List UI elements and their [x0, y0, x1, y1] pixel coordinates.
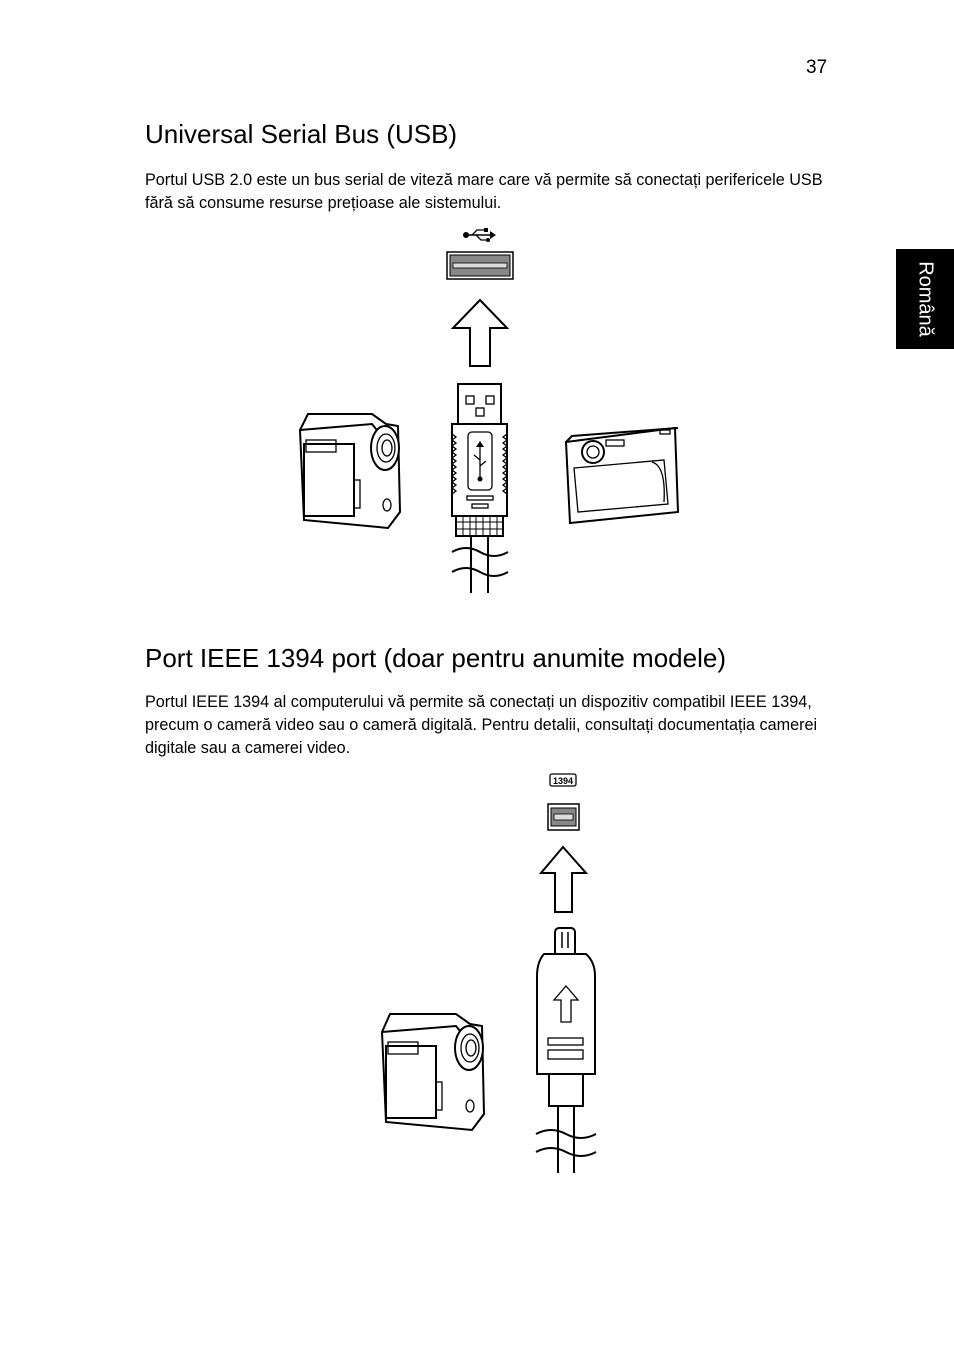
ieee-section-body: Portul IEEE 1394 al computerului vă permite să conectați un dispozitiv compatibil IEEE 1394, precum o cameră video sau o cameră digitală. Pentru detalii, consultați documentația camerei digitale sau a camerei video. [145, 693, 818, 757]
usb-section-title: Universal Serial Bus (USB) [145, 119, 458, 149]
language-tab-label: Română [914, 261, 937, 337]
usb-section-body: Portul USB 2.0 este un bus serial de viteză mare care vă permite să conectați perifericele USB fără să consume resurse prețioase ale sistemului. [145, 171, 823, 212]
video-camera-icon [382, 1014, 484, 1130]
usb-port-icon [447, 252, 513, 279]
usb-plug-icon [452, 384, 508, 593]
up-arrow-icon [453, 300, 507, 366]
video-camera-icon [300, 414, 400, 528]
ieee-section-title: Port IEEE 1394 port (doar pentru anumite modele) [145, 643, 726, 673]
up-arrow-icon [541, 847, 586, 912]
ieee1394-plug-icon [536, 928, 596, 1173]
ieee1394-label-icon [550, 774, 576, 786]
ieee1394-label-text: 1394 [552, 776, 574, 786]
usb-symbol-icon [463, 228, 496, 242]
page-number: 37 [806, 57, 828, 78]
ieee1394-port-icon [548, 804, 579, 830]
digital-camera-icon [566, 428, 678, 523]
